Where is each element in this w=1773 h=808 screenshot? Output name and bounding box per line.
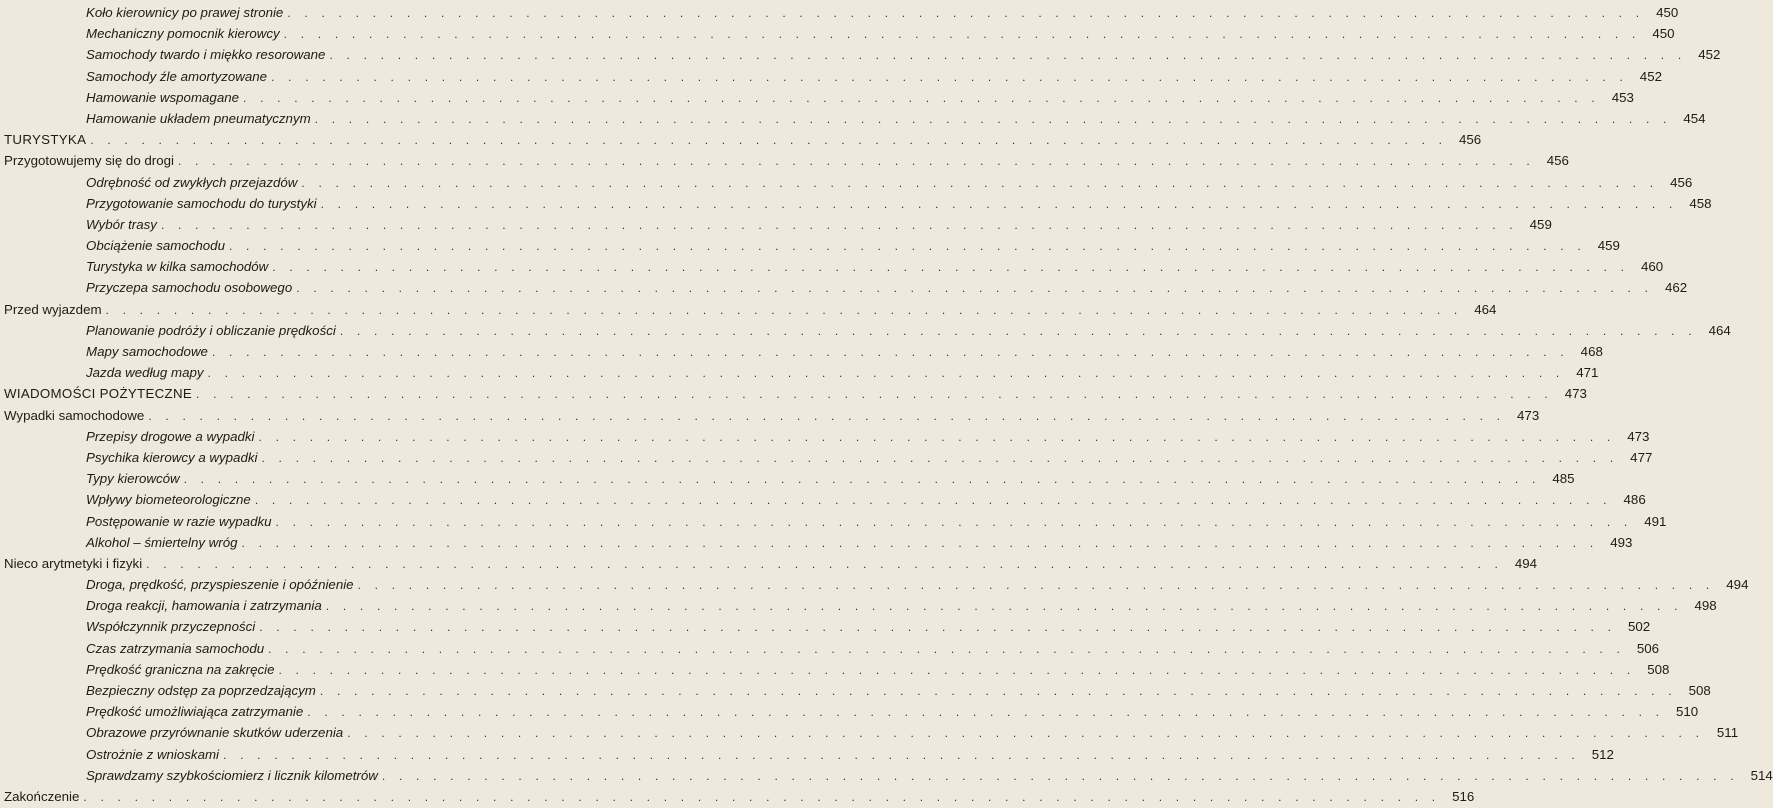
toc-page-number: 456 [1546,153,1569,169]
toc-section-entry [0,553,1538,574]
toc-page-number: 462 [1664,280,1688,296]
toc-page-number: 460 [1641,259,1664,275]
toc-entry-title: Prędkość umożliwiająca zatrzymanie [86,704,304,720]
dot-leader: . . . . . . . . . . . . . . . . . . . . . . . . . . . . . . . . . . . . . . . . . . . . . . . . . . . . . . . . . . . . . . . . . . . . . . . . . . . . . . . . [268,641,1626,656]
toc-page-number: 514 [1750,767,1773,783]
toc-page-number: 456 [1458,132,1482,148]
toc-section-entry [0,405,1540,426]
toc-page-number: 502 [1627,619,1651,635]
dot-leader: . . . . . . . . . . . . . . . . . . . . . . . . . . . . . . . . . . . . . . . . . . . . . . . . . . . . . . . . . . . . . . . . . . . . . . . . . . . . . . . . [301,175,1659,190]
toc-section-entry [0,383,1587,404]
toc-subsection-entry [0,44,1721,65]
toc-entry-title: Alkohol – śmiertelny wróg [86,534,238,550]
dot-leader: . . . . . . . . . . . . . . . . . . . . . . . . . . . . . . . . . . . . . . . . . . . . . . . . . . . . . . . . . . . . . . . . . . . . . . . . . . . . . . . . [275,514,1633,529]
toc-page-number: 450 [1652,26,1675,42]
toc-entry-title: Jazda według mapy [86,365,204,381]
toc-entry-title: Turystyka w kilka samochodów [86,259,269,275]
toc-page-number: 510 [1675,704,1699,720]
toc-entry-title: Droga reakcji, hamowania i zatrzymania [86,598,322,614]
toc-page-number: 477 [1630,449,1653,465]
toc-subsection-entry [0,744,1614,765]
toc-page-number: 493 [1610,534,1633,550]
toc-page-number: 471 [1576,365,1599,381]
toc-subsection-entry [0,616,1651,637]
toc-subsection-entry [0,511,1667,532]
table-of-contents [0,2,1773,807]
toc-page-number: 452 [1639,68,1662,84]
toc-entry-title: Droga, prędkość, przyspieszenie i opóźnienie [86,577,354,593]
toc-page-number: 450 [1656,5,1679,20]
toc-subsection-entry [0,638,1660,659]
dot-leader: . . . . . . . . . . . . . . . . . . . . . . . . . . . . . . . . . . . . . . . . . . . . . . . . . . . . . . . . . . . . . . . . . . . . . . . . . . . . . . . . [177,154,1535,169]
dot-leader: . . . . . . . . . . . . . . . . . . . . . . . . . . . . . . . . . . . . . . . . . . . . . . . . . . . . . . . . . . . . . . . . . . . . . . . . . . . . . . . . [83,789,1441,804]
toc-entry-title: Hamowanie układem pneumatycznym [86,110,311,126]
dot-leader: . . . . . . . . . . . . . . . . . . . . . . . . . . . . . . . . . . . . . . . . . . . . . . . . . . . . . . . . . . . . . . . . . . . . . . . . . . . . . . . . [357,578,1715,593]
dot-leader: . . . . . . . . . . . . . . . . . . . . . . . . . . . . . . . . . . . . . . . . . . . . . . . . . . . . . . . . . . . . . . . . . . . . . . . . . . . . . . . . [160,217,1518,232]
dot-leader: . . . . . . . . . . . . . . . . . . . . . . . . . . . . . . . . . . . . . . . . . . . . . . . . . . . . . . . . . . . . . . . . . . . . . . . . . . . . . . . . [319,684,1677,698]
toc-entry-title: Sprawdzamy szybkościomierz i licznik kilometrów [86,767,378,783]
toc-subsection-entry [0,659,1670,680]
toc-entry-title: Psychika kierowcy a wypadki [86,449,258,465]
dot-leader: . . . . . . . . . . . . . . . . . . . . . . . . . . . . . . . . . . . . . . . . . . . . . . . . . . . . . . . . . . . . . . . . . . . . . . . . . . . . . . . . [261,450,1619,465]
dot-leader: . . . . . . . . . . . . . . . . . . . . . . . . . . . . . . . . . . . . . . . . . . . . . . . . . . . . . . . . . . . . . . . . . . . . . . . . . . . . . . . . [283,27,1641,42]
toc-entry-title: Samochody źle amortyzowane [86,68,268,84]
toc-subsection-entry [0,532,1633,553]
toc-page-number: 511 [1716,725,1739,741]
toc-entry-title: WIADOMOŚCI POŻYTECZNE [4,386,193,402]
toc-subsection-entry [0,468,1575,489]
dot-leader: . . . . . . . . . . . . . . . . . . . . . . . . . . . . . . . . . . . . . . . . . . . . . . . . . . . . . . . . . . . . . . . . . . . . . . . . . . . . . . . . [296,281,1654,296]
toc-page-number: 464 [1708,322,1731,338]
toc-page-number: 468 [1580,344,1603,359]
dot-leader: . . . . . . . . . . . . . . . . . . . . . . . . . . . . . . . . . . . . . . . . . . . . . . . . . . . . . . . . . . . . . . . . . . . . . . . . . . . . . . . . [254,493,1612,508]
toc-subsection-entry [0,2,1679,23]
toc-page-number: 464 [1474,301,1497,317]
toc-entry-title: Wpływy biometeorologiczne [86,492,251,508]
toc-subsection-entry [0,447,1653,468]
toc-entry-title: Mapy samochodowe [86,344,208,359]
toc-page-number: 456 [1670,174,1693,190]
toc-page-number: 454 [1683,110,1706,126]
toc-entry-title: Prędkość graniczna na zakręcie [86,661,275,677]
toc-page-number: 494 [1514,555,1538,571]
dot-leader: . . . . . . . . . . . . . . . . . . . . . . . . . . . . . . . . . . . . . . . . . . . . . . . . . . . . . . . . . . . . . . . . . . . . . . . . . . . . . . . . [329,48,1687,63]
toc-section-entry [0,786,1475,807]
toc-page-number: 459 [1529,216,1552,232]
toc-subsection-entry [0,87,1634,108]
toc-subsection-entry [0,426,1650,447]
toc-entry-title: Czas zatrzymania samochodu [86,640,265,656]
dot-leader: . . . . . . . . . . . . . . . . . . . . . . . . . . . . . . . . . . . . . . . . . . . . . . . . . . . . . . . . . . . . . . . . . . . . . . . . . . . . . . . . [314,111,1672,126]
toc-subsection-entry [0,23,1675,44]
toc-page-number: 498 [1694,598,1717,614]
toc-entry-title: Samochody twardo i miękko resorowane [86,47,326,63]
toc-subsection-entry [0,595,1717,616]
toc-page-number: 491 [1644,513,1667,529]
dot-leader: . . . . . . . . . . . . . . . . . . . . . . . . . . . . . . . . . . . . . . . . . . . . . . . . . . . . . . . . . . . . . . . . . . . . . . . . . . . . . . . . [105,302,1463,317]
toc-subsection-entry [0,320,1731,341]
toc-subsection-entry [0,235,1620,256]
toc-entry-title: TURYSTYKA [4,132,87,148]
toc-subsection-entry [0,172,1693,193]
toc-subsection-entry [0,362,1599,383]
dot-leader: . . . . . . . . . . . . . . . . . . . . . . . . . . . . . . . . . . . . . . . . . . . . . . . . . . . . . . . . . . . . . . . . . . . . . . . . . . . . . . . . [278,662,1636,677]
dot-leader: . . . . . . . . . . . . . . . . . . . . . . . . . . . . . . . . . . . . . . . . . . . . . . . . . . . . . . . . . . . . . . . . . . . . . . . . . . . . . . . . [243,90,1600,105]
toc-entry-title: Obrazowe przyrównanie skutków uderzenia [86,725,344,741]
toc-subsection-entry [0,108,1706,129]
toc-page-number: 508 [1647,661,1670,677]
toc-subsection-entry [0,722,1739,743]
toc-entry-title: Hamowanie wspomagane [86,89,239,105]
toc-entry-title: Przed wyjazdem [4,301,102,317]
dot-leader: . . . . . . . . . . . . . . . . . . . . . . . . . . . . . . . . . . . . . . . . . . . . . . . . . . . . . . . . . . . . . . . . . . . . . . . . . . . . . . . . [207,366,1565,381]
dot-leader: . . . . . . . . . . . . . . . . . . . . . . . . . . . . . . . . . . . . . . . . . . . . . . . . . . . . . . . . . . . . . . . . . . . . . . . . . . . . . . . . [223,747,1580,762]
toc-page-number: 458 [1689,195,1712,211]
toc-page-number: 506 [1636,640,1660,656]
dot-leader: . . . . . . . . . . . . . . . . . . . . . . . . . . . . . . . . . . . . . . . . . . . . . . . . . . . . . . . . . . . . . . . . . . . . . . . . . . . . . . . . [258,429,1616,444]
dot-leader: . . . . . . . . . . . . . . . . . . . . . . . . . . . . . . . . . . . . . . . . . . . . . . . . . . . . . . . . . . . . . . . . . . . . . . . . . . . . . . . . [339,323,1697,338]
toc-entry-title: Przygotowujemy się do drogi [4,153,174,169]
toc-entry-title: Przyczepa samochodu osobowego [86,280,293,296]
dot-leader: . . . . . . . . . . . . . . . . . . . . . . . . . . . . . . . . . . . . . . . . . . . . . . . . . . . . . . . . . . . . . . . . . . . . . . . . . . . . . . . . [381,768,1739,783]
toc-subsection-entry [0,701,1699,722]
toc-subsection-entry [0,680,1711,701]
toc-entry-title: Odrębność od zwykłych przejazdów [86,174,298,190]
toc-subsection-entry [0,193,1712,214]
toc-section-entry [0,150,1569,171]
toc-section-entry [0,129,1482,150]
toc-entry-title: Wybór trasy [86,216,157,232]
toc-entry-title: Mechaniczny pomocnik kierowcy [86,26,280,42]
toc-entry-title: Koło kierownicy po prawej stronie [86,5,284,20]
dot-leader: . . . . . . . . . . . . . . . . . . . . . . . . . . . . . . . . . . . . . . . . . . . . . . . . . . . . . . . . . . . . . . . . . . . . . . . . . . . . . . . . [325,599,1683,614]
toc-page-number: 485 [1552,471,1575,487]
toc-page-number: 486 [1623,492,1646,508]
toc-page-number: 494 [1726,577,1749,593]
dot-leader: . . . . . . . . . . . . . . . . . . . . . . . . . . . . . . . . . . . . . . . . . . . . . . . . . . . . . . . . . . . . . . . . . . . . . . . . . . . . . . . . [90,133,1448,148]
dot-leader: . . . . . . . . . . . . . . . . . . . . . . . . . . . . . . . . . . . . . . . . . . . . . . . . . . . . . . . . . . . . . . . . . . . . . . . . . . . . . . . . [148,408,1506,423]
toc-page-number: 516 [1452,788,1475,804]
toc-subsection-entry [0,765,1773,786]
toc-page-number: 473 [1517,407,1540,423]
dot-leader: . . . . . . . . . . . . . . . . . . . . . . . . . . . . . . . . . . . . . . . . . . . . . . . . . . . . . . . . . . . . . . . . . . . . . . . . . . . . . . . . [228,239,1586,254]
toc-entry-title: Przepisy drogowe a wypadki [86,428,255,444]
toc-entry-title: Typy kierowców [86,471,180,487]
dot-leader: . . . . . . . . . . . . . . . . . . . . . . . . . . . . . . . . . . . . . . . . . . . . . . . . . . . . . . . . . . . . . . . . . . . . . . . . . . . . . . . . [307,705,1665,720]
toc-entry-title: Ostrożnie z wnioskami [86,746,220,762]
toc-entry-title: Postępowanie w razie wypadku [86,513,272,529]
toc-subsection-entry [0,214,1552,235]
toc-page-number: 459 [1597,238,1620,254]
toc-page-number: 508 [1688,683,1711,698]
toc-entry-title: Zakończenie [4,788,80,804]
toc-subsection-entry [0,574,1749,595]
toc-entry-title: Przygotowanie samochodu do turystyki [86,195,317,211]
toc-entry-title: Bezpieczny odstęp za poprzedzającym [86,683,316,698]
toc-page-number: 512 [1591,746,1614,762]
toc-subsection-entry [0,277,1688,298]
toc-subsection-entry [0,341,1603,362]
toc-page-number: 473 [1627,428,1650,444]
dot-leader: . . . . . . . . . . . . . . . . . . . . . . . . . . . . . . . . . . . . . . . . . . . . . . . . . . . . . . . . . . . . . . . . . . . . . . . . . . . . . . . . [259,620,1617,635]
toc-subsection-entry [0,256,1664,277]
toc-page-number: 452 [1698,47,1721,63]
toc-entry-title: Współczynnik przyczepności [86,619,256,635]
toc-section-entry [0,299,1497,320]
toc-subsection-entry [0,66,1662,87]
toc-entry-title: Obciążenie samochodu [86,238,225,254]
dot-leader: . . . . . . . . . . . . . . . . . . . . . . . . . . . . . . . . . . . . . . . . . . . . . . . . . . . . . . . . . . . . . . . . . . . . . . . . . . . . . . . . [272,260,1630,275]
dot-leader: . . . . . . . . . . . . . . . . . . . . . . . . . . . . . . . . . . . . . . . . . . . . . . . . . . . . . . . . . . . . . . . . . . . . . . . . . . . . . . . . [320,196,1678,211]
toc-entry-title: Wypadki samochodowe [4,407,145,423]
dot-leader: . . . . . . . . . . . . . . . . . . . . . . . . . . . . . . . . . . . . . . . . . . . . . . . . . . . . . . . . . . . . . . . . . . . . . . . . . . . . . . . . [183,472,1541,487]
dot-leader: . . . . . . . . . . . . . . . . . . . . . . . . . . . . . . . . . . . . . . . . . . . . . . . . . . . . . . . . . . . . . . . . . . . . . . . . . . . . . . . . [287,6,1645,20]
toc-entry-title: Planowanie podróży i obliczanie prędkości [86,322,336,338]
dot-leader: . . . . . . . . . . . . . . . . . . . . . . . . . . . . . . . . . . . . . . . . . . . . . . . . . . . . . . . . . . . . . . . . . . . . . . . . . . . . . . . . [211,345,1569,359]
toc-subsection-entry [0,489,1646,510]
dot-leader: . . . . . . . . . . . . . . . . . . . . . . . . . . . . . . . . . . . . . . . . . . . . . . . . . . . . . . . . . . . . . . . . . . . . . . . . . . . . . . . . [347,726,1705,741]
toc-page-number: 453 [1611,89,1634,105]
dot-leader: . . . . . . . . . . . . . . . . . . . . . . . . . . . . . . . . . . . . . . . . . . . . . . . . . . . . . . . . . . . . . . . . . . . . . . . . . . . . . . . . [271,69,1628,84]
dot-leader: . . . . . . . . . . . . . . . . . . . . . . . . . . . . . . . . . . . . . . . . . . . . . . . . . . . . . . . . . . . . . . . . . . . . . . . . . . . . . . . . [146,556,1504,571]
toc-entry-title: Nieco arytmetyki i fizyki [4,555,143,571]
dot-leader: . . . . . . . . . . . . . . . . . . . . . . . . . . . . . . . . . . . . . . . . . . . . . . . . . . . . . . . . . . . . . . . . . . . . . . . . . . . . . . . . [196,387,1553,402]
dot-leader: . . . . . . . . . . . . . . . . . . . . . . . . . . . . . . . . . . . . . . . . . . . . . . . . . . . . . . . . . . . . . . . . . . . . . . . . . . . . . . . . [241,535,1599,550]
toc-page-number: 473 [1564,386,1587,402]
